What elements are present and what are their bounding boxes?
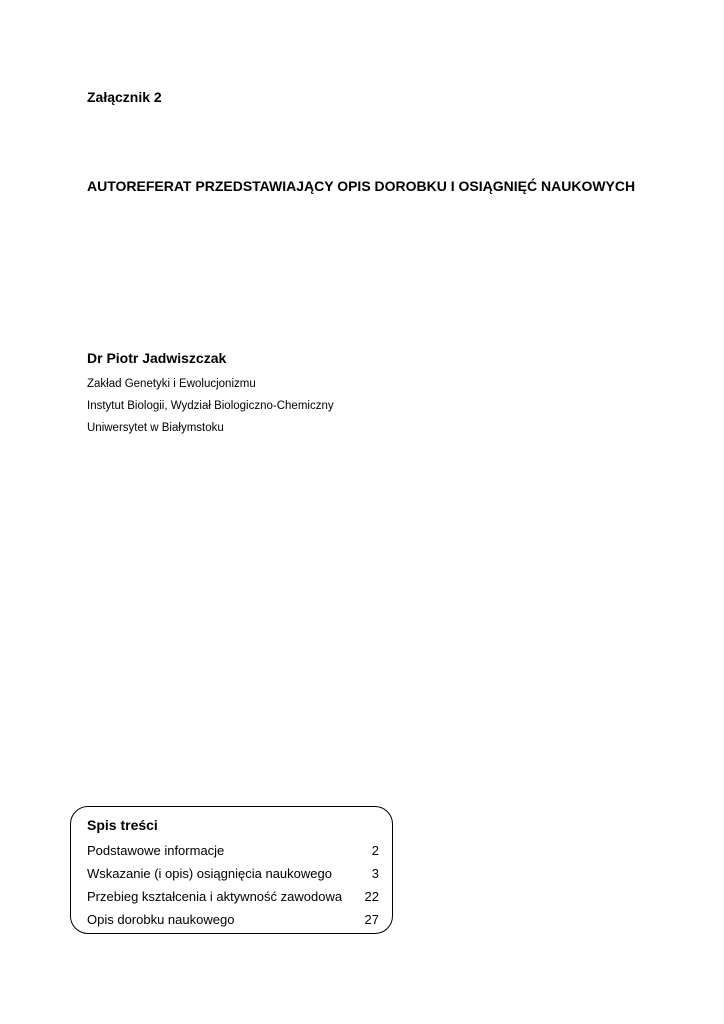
toc-entry-page: 3 <box>371 866 379 881</box>
annex-label: Załącznik 2 <box>87 89 162 105</box>
affiliation-institute: Instytut Biologii, Wydział Biologiczno-Chemiczny <box>87 400 334 412</box>
toc-entry-label: Wskazanie (i opis) osiągnięcia naukowego <box>87 866 332 881</box>
toc-entry-label: Przebieg kształcenia i aktywność zawodowa <box>87 889 343 904</box>
author-block <box>87 347 647 439</box>
toc-list <box>87 839 379 931</box>
toc-entry-page: 2 <box>371 843 379 858</box>
toc-entry-page: 22 <box>364 889 379 904</box>
toc-entry-label: Opis dorobku naukowego <box>87 912 235 927</box>
toc-entry <box>87 885 379 908</box>
toc-entry <box>87 862 379 885</box>
affiliation-university: Uniwersytet w Białymstoku <box>87 422 224 434</box>
toc-title: Spis treści <box>87 817 158 833</box>
document-title: AUTOREFERAT PRZEDSTAWIAJĄCY OPIS DOROBKU I OSIĄGNIĘĆ NAUKOWYCH <box>87 178 636 194</box>
toc-entry <box>87 908 379 931</box>
toc-entry <box>87 839 379 862</box>
table-of-contents <box>70 806 393 934</box>
toc-entry-page: 27 <box>364 912 379 927</box>
affiliation-department: Zakład Genetyki i Ewolucjonizmu <box>87 378 256 390</box>
author-name: Dr Piotr Jadwiszczak <box>87 350 227 366</box>
toc-entry-label: Podstawowe informacje <box>87 843 225 858</box>
